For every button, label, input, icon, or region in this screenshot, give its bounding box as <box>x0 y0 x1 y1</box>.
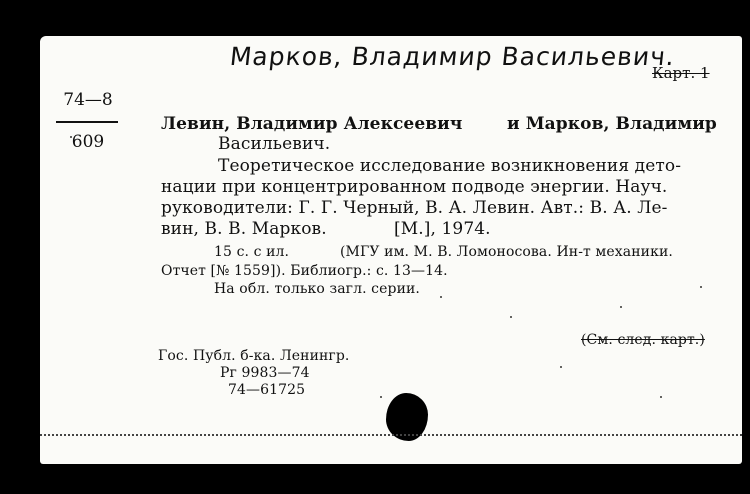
speck <box>660 396 662 398</box>
speck <box>70 136 72 138</box>
notes-line-1a: 15 с. с ил. <box>214 244 290 260</box>
speck <box>380 396 382 398</box>
handwritten-heading: Марков, Владимир Васильевич. <box>228 42 677 71</box>
title-line-4a: вин, В. В. Марков. <box>161 219 327 239</box>
title-line-2: нации при концентрированном подводе энергии. Науч. <box>161 177 668 197</box>
title-line-1: Теоретическое исследование возникновения дето- <box>218 156 682 176</box>
library-code-2: 74—61725 <box>228 382 306 398</box>
author-line: Левин, Владимир Алексеевич <box>161 114 463 134</box>
coauthor-start: и Марков, Владимир <box>507 114 717 134</box>
notes-line-3: На обл. только загл. серии. <box>214 281 420 297</box>
call-number-top: 74—8 <box>63 90 113 110</box>
bottom-dotted-line <box>40 434 742 436</box>
catalog-card <box>40 36 742 464</box>
notes-line-1b: (МГУ им. М. В. Ломоносова. Ин-т механики. <box>340 244 673 260</box>
call-number-bottom: 609 <box>71 132 105 152</box>
call-number-divider <box>56 121 118 123</box>
coauthor-end: Васильевич. <box>218 134 331 154</box>
card-body <box>40 36 742 464</box>
library-code-1: Рг 9983—74 <box>220 365 310 381</box>
card-number-top: Карт. 1 <box>652 64 710 82</box>
speck <box>560 366 562 368</box>
title-line-4b: [М.], 1974. <box>394 219 491 239</box>
library-name: Гос. Публ. б-ка. Ленингр. <box>158 348 350 364</box>
see-next-card: (См. след. карт.) <box>581 332 705 348</box>
speck <box>620 306 622 308</box>
speck <box>510 316 512 318</box>
title-line-3: руководители: Г. Г. Черный, В. А. Левин. Авт.: В. А. Ле- <box>161 198 668 218</box>
speck <box>440 296 442 298</box>
notes-line-2: Отчет [№ 1559]). Библиогр.: с. 13—14. <box>161 263 448 279</box>
speck <box>700 286 702 288</box>
